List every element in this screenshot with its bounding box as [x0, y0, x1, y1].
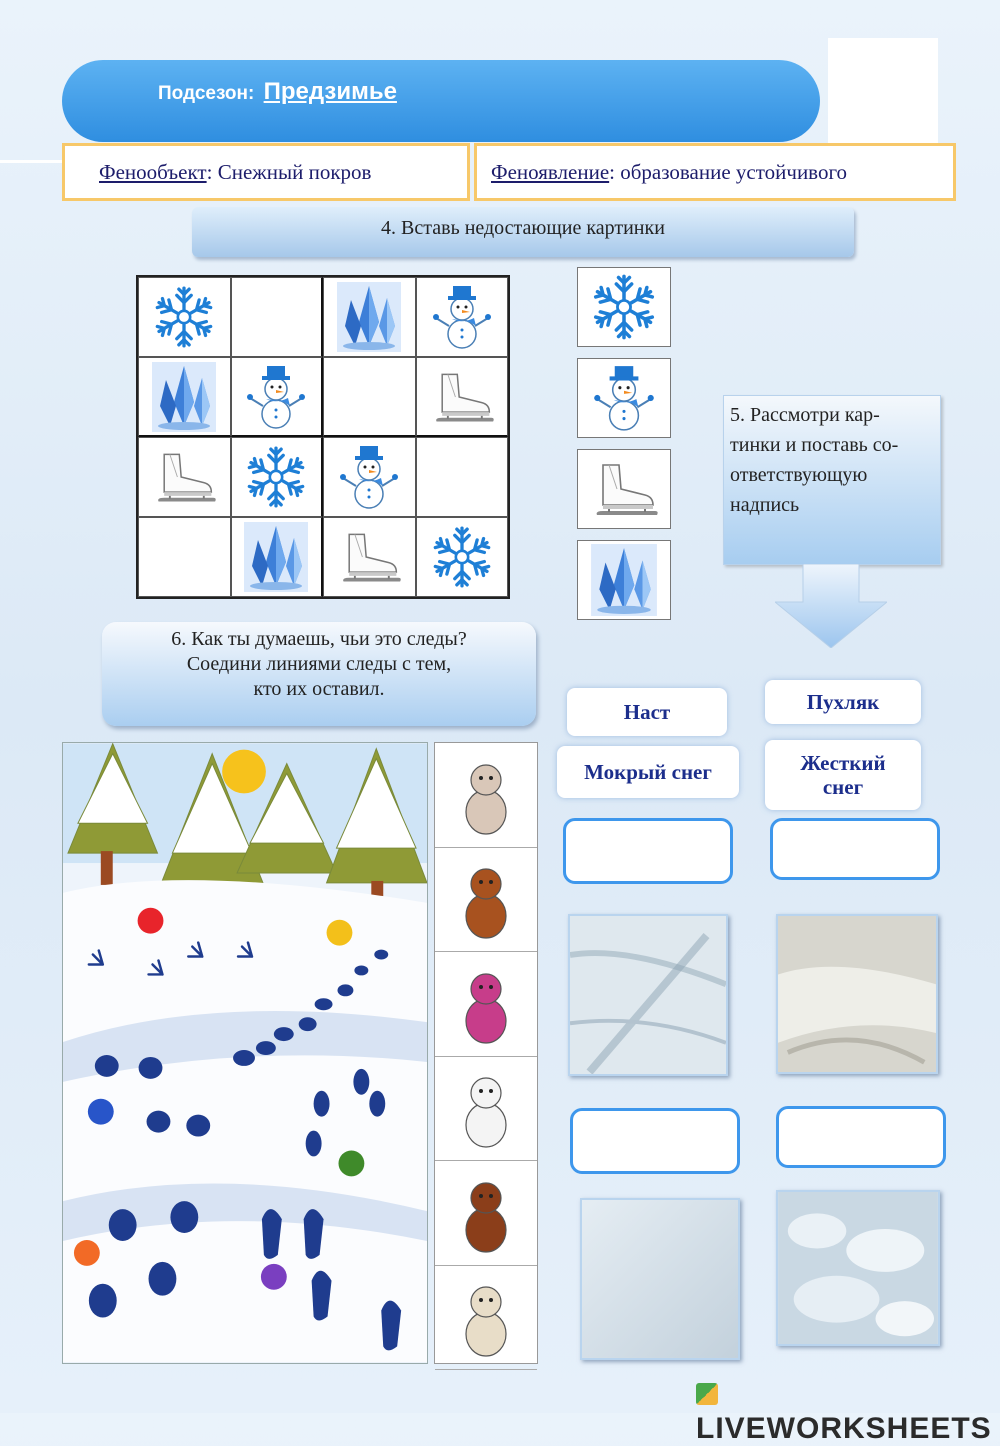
arctic-fox-icon — [451, 1065, 521, 1151]
snowflake-icon — [151, 282, 217, 352]
grid-cell — [231, 357, 324, 437]
snowflake-icon — [429, 522, 495, 592]
task5-instructions — [723, 395, 941, 565]
task6-line: кто их оставил. — [253, 678, 385, 700]
animal-owl[interactable] — [435, 1266, 537, 1371]
grid-cell — [138, 277, 231, 357]
label-hard-snow-line1: Жесткий — [800, 751, 886, 775]
draggable-option-snowman[interactable] — [577, 358, 671, 438]
grid-cell — [323, 277, 416, 357]
brand-text: LIVEWORKSHEETS — [696, 1412, 992, 1445]
snowflake-icon — [589, 271, 659, 343]
snow-photo-trampled — [776, 1190, 940, 1346]
subseason-value: Предзимье — [263, 78, 397, 105]
crystal-icon — [589, 544, 659, 616]
grid-cell — [416, 277, 509, 357]
grid-cell — [416, 517, 509, 597]
liveworksheets-icon — [696, 1383, 718, 1405]
moose-icon — [451, 1170, 521, 1256]
task5-line: ответствующую — [730, 464, 868, 486]
skate-icon — [151, 442, 217, 512]
grid-cell — [231, 437, 324, 517]
subseason-title — [158, 78, 397, 106]
sudoku-grid — [136, 275, 510, 599]
child-icon — [451, 961, 521, 1047]
task6-line: Соедини линиями следы с тем, — [186, 653, 452, 675]
phenoobject-value: : Снежный покров — [206, 159, 372, 184]
label-puhlyak[interactable]: Пухляк — [765, 680, 921, 724]
divider-line — [0, 160, 64, 163]
label-wet-snow[interactable]: Мокрый снег — [557, 746, 739, 798]
subseason-label: Подсезон: — [158, 83, 255, 104]
grid-cell — [323, 437, 416, 517]
crystal-icon — [151, 362, 217, 432]
answer-drop-zone[interactable] — [770, 818, 940, 880]
answer-drop-zone[interactable] — [563, 818, 733, 884]
grid-cell — [323, 517, 416, 597]
skate-icon — [589, 453, 659, 525]
task6-line: 6. Как ты думаешь, чьи это следы? — [171, 628, 467, 650]
snowman-icon — [429, 282, 495, 352]
animal-arctic-fox[interactable] — [435, 1057, 537, 1162]
owl-icon — [451, 1274, 521, 1360]
blank-image-box — [828, 38, 938, 144]
empty-grid-cell[interactable] — [416, 437, 509, 517]
grid-cell — [231, 517, 324, 597]
answer-drop-zone[interactable] — [776, 1106, 946, 1168]
snow-photo-crust — [568, 914, 728, 1076]
crystal-icon — [336, 282, 402, 352]
snowman-icon — [589, 362, 659, 434]
label-hard-snow-line2: снег — [822, 775, 864, 799]
animal-bear[interactable] — [435, 848, 537, 953]
animal-column — [434, 742, 538, 1364]
label-hard-snow[interactable] — [765, 740, 921, 810]
animal-moose[interactable] — [435, 1161, 537, 1266]
task5-line: 5. Рассмотри кар- — [730, 404, 880, 426]
phenomenon-label: Феноявление — [491, 159, 610, 184]
label-nast[interactable]: Наст — [567, 688, 727, 736]
snowman-icon — [243, 362, 309, 432]
grid-cell — [138, 357, 231, 437]
phenoobject-box — [62, 143, 470, 201]
winter-tracks-scene — [62, 742, 428, 1364]
snow-photo-smooth — [580, 1198, 740, 1360]
skate-icon — [336, 522, 402, 592]
grid-cell — [138, 437, 231, 517]
snow-photo-loose — [776, 914, 938, 1074]
snowman-icon — [336, 442, 402, 512]
grid-cell — [416, 357, 509, 437]
empty-grid-cell[interactable] — [323, 357, 416, 437]
draggable-option-snowflake[interactable] — [577, 267, 671, 347]
hare-icon — [451, 752, 521, 838]
answer-drop-zone[interactable] — [570, 1108, 740, 1174]
draggable-option-skate[interactable] — [577, 449, 671, 529]
task4-title: 4. Вставь недостающие картинки — [192, 207, 854, 257]
animal-child[interactable] — [435, 952, 537, 1057]
task5-line: тинки и поставь со- — [730, 434, 899, 456]
liveworksheets-logo — [696, 1378, 1000, 1446]
empty-grid-cell[interactable] — [231, 277, 324, 357]
phenomenon-value: : образование устойчивого — [609, 159, 848, 184]
snowflake-icon — [243, 442, 309, 512]
animal-hare[interactable] — [435, 743, 537, 848]
bear-icon — [451, 856, 521, 942]
empty-grid-cell[interactable] — [138, 517, 231, 597]
task6-instructions — [102, 622, 536, 726]
down-arrow-icon — [775, 564, 887, 648]
task5-line: надпись — [730, 494, 800, 516]
skate-icon — [429, 362, 495, 432]
draggable-option-crystal[interactable] — [577, 540, 671, 620]
phenoobject-label: Фенообъект — [99, 159, 207, 184]
phenomenon-box — [474, 143, 956, 201]
crystal-icon — [243, 522, 309, 592]
